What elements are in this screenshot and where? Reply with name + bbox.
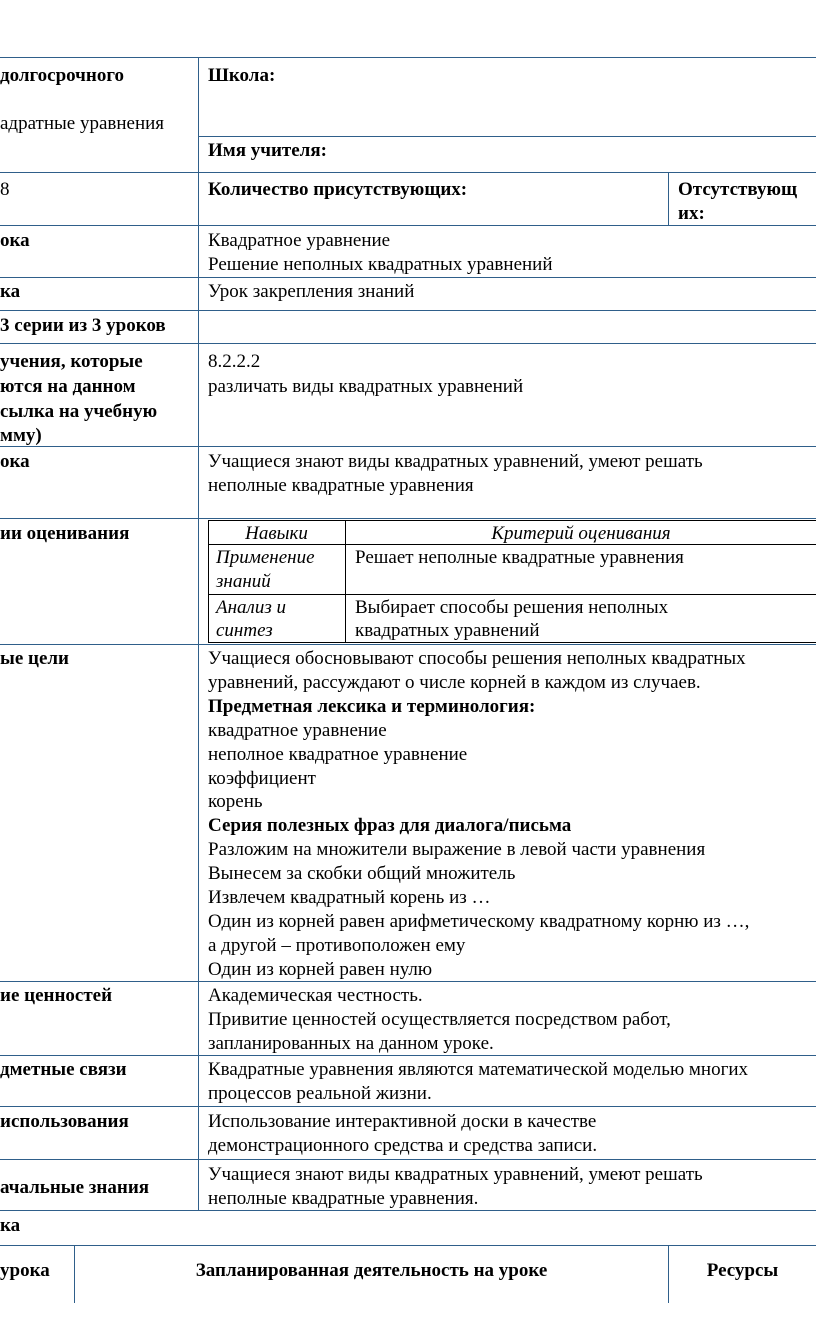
ict-label: использования [0, 1111, 129, 1132]
prior-knowledge-line: неполные квадратные уравнения. [208, 1188, 479, 1209]
table-border [0, 277, 816, 278]
criteria-label: ии оценивания [0, 523, 130, 544]
language-goal-line: неполное квадратное уравнение [208, 743, 468, 765]
class-value: 8 [0, 179, 10, 200]
language-goal-line: Серия полезных фраз для диалога/письма [208, 815, 572, 837]
lesson-goal-label: ока [0, 451, 30, 472]
prior-knowledge-line: Учащиеся знают виды квадратных уравнений, умеют решать [208, 1164, 703, 1185]
criteria-criterion: Выбирает способы решения неполных [355, 597, 669, 618]
values-label: ие ценностей [0, 985, 113, 1006]
language-goal-line: квадратное уравнение [208, 719, 387, 741]
criteria-criterion: квадратных уравнений [355, 620, 540, 641]
values-line: Привитие ценностей осуществляется посредством работ, [208, 1009, 671, 1030]
table-border [0, 446, 816, 447]
prior-knowledge-label: ачальные знания [0, 1177, 150, 1198]
language-goal-line: Вынесем за скобки общий множитель [208, 863, 516, 885]
criteria-table-border [208, 520, 816, 521]
cross-subject-line: процессов реальной жизни. [208, 1083, 432, 1104]
table-border [0, 310, 816, 311]
values-line: запланированных на данном уроке. [208, 1033, 494, 1054]
lesson-progress-title: ка [0, 1215, 21, 1236]
language-goals-label: ые цели [0, 648, 70, 669]
teacher-name-label: Имя учителя: [208, 140, 327, 161]
table-border [198, 136, 816, 137]
plan-header-stage: урока [0, 1260, 50, 1281]
table-border [0, 343, 816, 344]
language-goal-line: Один из корней равен нулю [208, 958, 433, 980]
criteria-skill: Применение [216, 547, 315, 568]
school-label: Школа: [208, 65, 276, 86]
objectives-label-line: сылка на учебную [0, 401, 158, 422]
plan-header-resources: Ресурсы [706, 1260, 779, 1281]
objectives-label-line: мму) [0, 425, 42, 446]
table-border [0, 1159, 816, 1160]
table-border [0, 57, 816, 58]
criteria-skill: знаний [216, 571, 271, 592]
table-border [0, 1106, 816, 1107]
ict-line: демонстрационного средства и средства записи. [208, 1135, 598, 1156]
topic-line: Решение неполных квадратных уравнений [208, 254, 553, 275]
long-term-plan-label: долгосрочного [0, 65, 125, 86]
absent-label: Отсутствующ [678, 179, 798, 200]
long-term-plan-topic: адратные уравнения [0, 113, 165, 134]
topic-line: Квадратное уравнение [208, 230, 391, 251]
values-line: Академическая честность. [208, 985, 423, 1006]
plan-header-activity: Запланированная деятельность на уроке [195, 1260, 548, 1281]
criteria-header-criterion: Критерий оценивания [491, 523, 671, 544]
table-border [0, 644, 816, 645]
criteria-skill: Анализ и [216, 597, 286, 618]
language-goal-line: Разложим на множители выражение в левой части уравнения [208, 839, 706, 861]
present-count-label: Количество присутствующих: [208, 179, 468, 200]
lesson-type-value: Урок закрепления знаний [208, 281, 415, 302]
absent-label-cont: их: [678, 203, 705, 224]
cross-subject-line: Квадратные уравнения являются математической моделью многих [208, 1059, 749, 1080]
lesson-type-label: ка [0, 281, 21, 302]
ict-line: Использование интерактивной доски в качестве [208, 1111, 597, 1132]
language-goal-line: Предметная лексика и терминология: [208, 695, 536, 717]
criteria-criterion: Решает неполные квадратные уравнения [355, 547, 684, 568]
criteria-table-border [208, 594, 816, 595]
table-border [0, 518, 816, 519]
language-goal-line: уравнений, рассуждают о числе корней в каждом из случаев. [208, 671, 701, 693]
table-border [198, 57, 199, 1210]
language-goal-line: корень [208, 791, 263, 813]
cross-subject-label: дметные связи [0, 1059, 127, 1080]
language-goal-line: Извлечем квадратный корень из … [208, 887, 491, 908]
objectives-label-line: ются на данном [0, 376, 136, 397]
criteria-skill: синтез [216, 620, 273, 641]
language-goal-line: а другой – противоположен ему [208, 934, 466, 956]
language-goal-line: Один из корней равен арифметическому квадратному корню из …, [208, 910, 750, 932]
objective-text: различать виды квадратных уравнений [208, 376, 524, 397]
series-label: 3 серии из 3 уроков [0, 315, 166, 336]
table-border [0, 1245, 816, 1246]
language-goal-line: Учащиеся обосновывают способы решения неполных квадратных [208, 648, 746, 669]
criteria-header-skills: Навыки [245, 523, 308, 544]
table-border [0, 172, 816, 173]
objectives-label-line: учения, которые [0, 351, 143, 372]
lesson-goal-line: неполные квадратные уравнения [208, 475, 474, 496]
table-border [668, 172, 669, 225]
language-goal-line: коэффициент [208, 767, 316, 789]
topic-label: ока [0, 230, 30, 251]
objective-code: 8.2.2.2 [208, 351, 261, 372]
lesson-goal-line: Учащиеся знают виды квадратных уравнений, умеют решать [208, 451, 703, 472]
